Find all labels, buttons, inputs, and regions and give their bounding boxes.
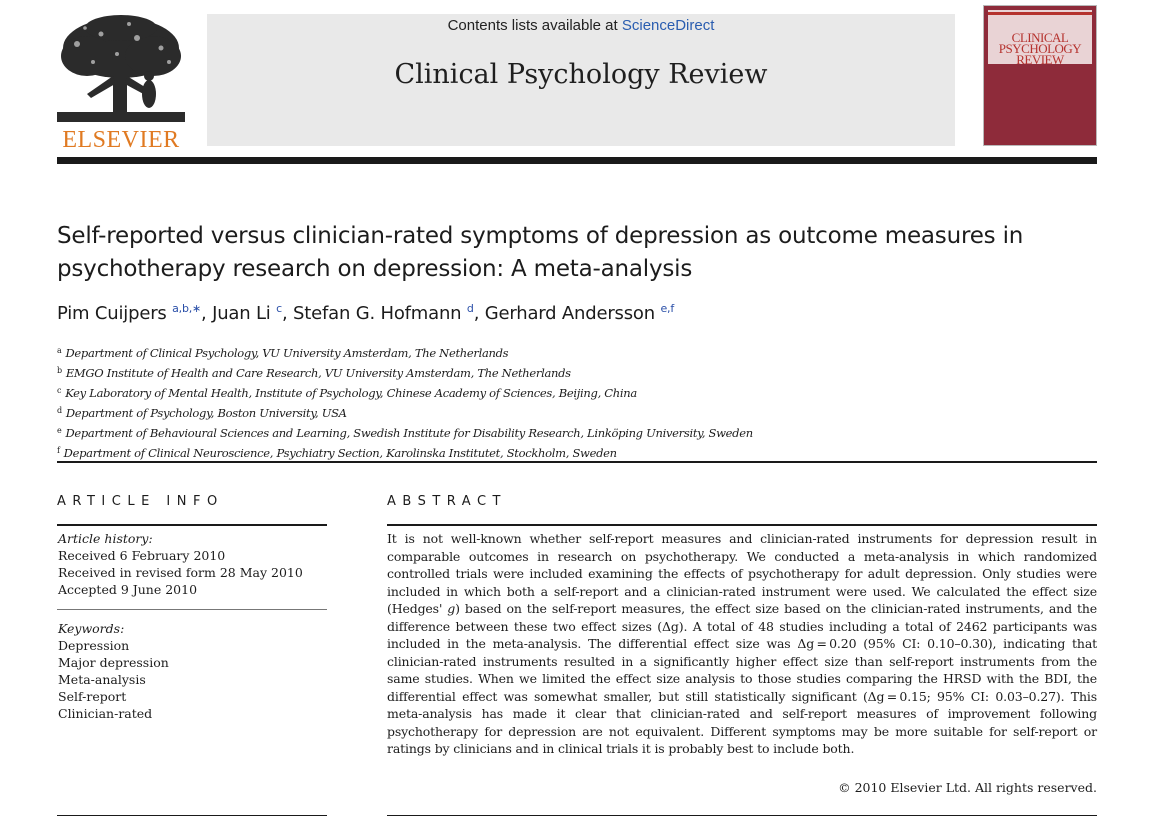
author-separator: , xyxy=(282,303,294,324)
cover-title-line: REVIEW xyxy=(1016,52,1064,67)
author-name[interactable]: Stefan G. Hofmann xyxy=(293,303,462,324)
history-received: Received 6 February 2010 xyxy=(58,548,226,563)
copyright-notice: © 2010 Elsevier Ltd. All rights reserved. xyxy=(838,780,1097,795)
author-name[interactable]: Juan Li xyxy=(212,303,271,324)
author-separator: , xyxy=(201,303,213,324)
cover-title xyxy=(988,32,1092,65)
paper-title: Self-reported versus clinician-rated symptoms of depression as outcome measures in psychotherapy research on depression: A meta-analysis xyxy=(57,223,1024,282)
history-accepted: Accepted 9 June 2010 xyxy=(58,582,198,597)
affiliation-text: Department of Clinical Neuroscience, Psychiatry Section, Karolinska Institutet, Stockholm, Sweden xyxy=(63,446,617,460)
abstract-heading: ABSTRACT xyxy=(387,494,507,509)
author-separator: , xyxy=(473,303,485,324)
abstract-rule xyxy=(387,524,1097,526)
keyword-item[interactable]: Self-report xyxy=(58,689,127,704)
author-affiliation-marker[interactable]: c xyxy=(276,302,282,315)
article-history xyxy=(58,530,326,598)
affiliation-item xyxy=(57,422,1057,442)
cover-title-line: CLINICAL xyxy=(1011,30,1069,45)
affiliation-marker: e xyxy=(57,426,62,435)
affiliation-marker: a xyxy=(57,346,62,355)
affiliation-text: Department of Clinical Psychology, VU University Amsterdam, The Netherlands xyxy=(65,346,509,360)
elsevier-tree-icon xyxy=(57,14,185,126)
author-name[interactable]: Gerhard Andersson xyxy=(484,303,655,324)
footer-rule-right xyxy=(387,815,1097,816)
keyword-item[interactable]: Clinician-rated xyxy=(58,706,153,721)
affiliation-text: EMGO Institute of Health and Care Research, VU University Amsterdam, The Netherlands xyxy=(65,366,571,380)
cover-stripe xyxy=(988,12,1092,15)
sciencedirect-link[interactable]: ScienceDirect xyxy=(621,17,715,34)
article-info-heading: ARTICLE INFO xyxy=(57,494,224,509)
cover-title-line: PSYCHOLOGY xyxy=(998,41,1082,56)
author-name[interactable]: Pim Cuijpers xyxy=(57,303,167,324)
affiliation-marker: d xyxy=(57,406,62,415)
contents-prefix: Contents lists available at xyxy=(447,17,622,34)
affiliation-text: Department of Behavioural Sciences and Learning, Swedish Institute for Disability Research, Linköping University, Sweden xyxy=(65,426,753,440)
elsevier-logo[interactable] xyxy=(57,14,185,154)
affiliation-list xyxy=(57,342,1057,462)
contents-line xyxy=(207,17,955,34)
abstract-part-2: ) based on the self-report measures, the effect size based on the clinician-rated instruments, and the difference between these two effect sizes (Δg). A total of 48 studies including a total of 2462 participants was included in the meta-analysis. The differential effect size was Δg = 0.20 (95% CI: 0.10–0.30), indicating that clinician-rated instruments resulted in a significantly higher effect size than self-report instruments from the same studies. When we limited the effect size analysis to those studies comparing the HRSD with the BDI, the differential effect was somewhat smaller, but still statistically significant (Δg = 0.15; 95% CI: 0.03–0.27). This meta-analysis has made it clear that clinician-rated and self-report measures of improvement following psychotherapy for depression are not equivalent. Different symptoms may be more suitable for self-report or ratings by clinicians and in clinical trials it is probably best to include both. xyxy=(387,601,1097,756)
keyword-item[interactable]: Major depression xyxy=(58,655,169,670)
affiliation-item xyxy=(57,442,1057,462)
article-history-label: Article history: xyxy=(58,531,153,546)
header-rule xyxy=(57,157,1097,164)
journal-banner xyxy=(207,14,955,146)
affiliation-marker: f xyxy=(57,446,60,455)
author-list xyxy=(57,302,1057,324)
author-affiliation-marker[interactable]: d xyxy=(466,302,474,315)
affiliation-marker: c xyxy=(57,386,62,395)
footer-rule-left xyxy=(57,815,327,816)
affiliation-text: Key Laboratory of Mental Health, Institute of Psychology, Chinese Academy of Sciences, Beijing, China xyxy=(65,386,637,400)
author-affiliation-marker[interactable]: a,b,∗ xyxy=(172,302,202,315)
abstract-part-1: It is not well-known whether self-report measures and clinician-rated instruments for depression result in comparable outcomes in research on psychotherapy. We conducted a meta-analysis in which randomized controlled trials were included examining the effects of psychotherapy for adult depression. Only studies were included in which both a self-report and a clinician-rated instrument were used. We calculated the effect size (Hedges' xyxy=(387,531,1097,616)
keyword-item[interactable]: Meta-analysis xyxy=(58,672,146,687)
author-affiliation-marker[interactable]: e,f xyxy=(660,302,674,315)
keywords-label: Keywords: xyxy=(58,621,125,636)
history-revised: Received in revised form 28 May 2010 xyxy=(58,565,303,580)
keywords-rule xyxy=(57,609,327,610)
affiliation-text: Department of Psychology, Boston University, USA xyxy=(65,406,347,420)
journal-title[interactable]: Clinical Psychology Review xyxy=(394,59,768,90)
hedges-g-symbol: g xyxy=(447,601,456,616)
journal-cover-thumbnail[interactable] xyxy=(983,5,1097,146)
elsevier-wordmark: ELSEVIER xyxy=(62,127,180,153)
affiliation-item xyxy=(57,402,1057,422)
keyword-item[interactable]: Depression xyxy=(58,638,130,653)
affiliation-item xyxy=(57,382,1057,402)
affiliation-marker: b xyxy=(57,366,62,375)
keywords-list xyxy=(58,620,326,722)
article-info-rule xyxy=(57,524,327,526)
abstract-text xyxy=(387,530,1097,758)
affiliation-rule xyxy=(57,461,1097,463)
affiliation-item xyxy=(57,342,1057,362)
affiliation-item xyxy=(57,362,1057,382)
